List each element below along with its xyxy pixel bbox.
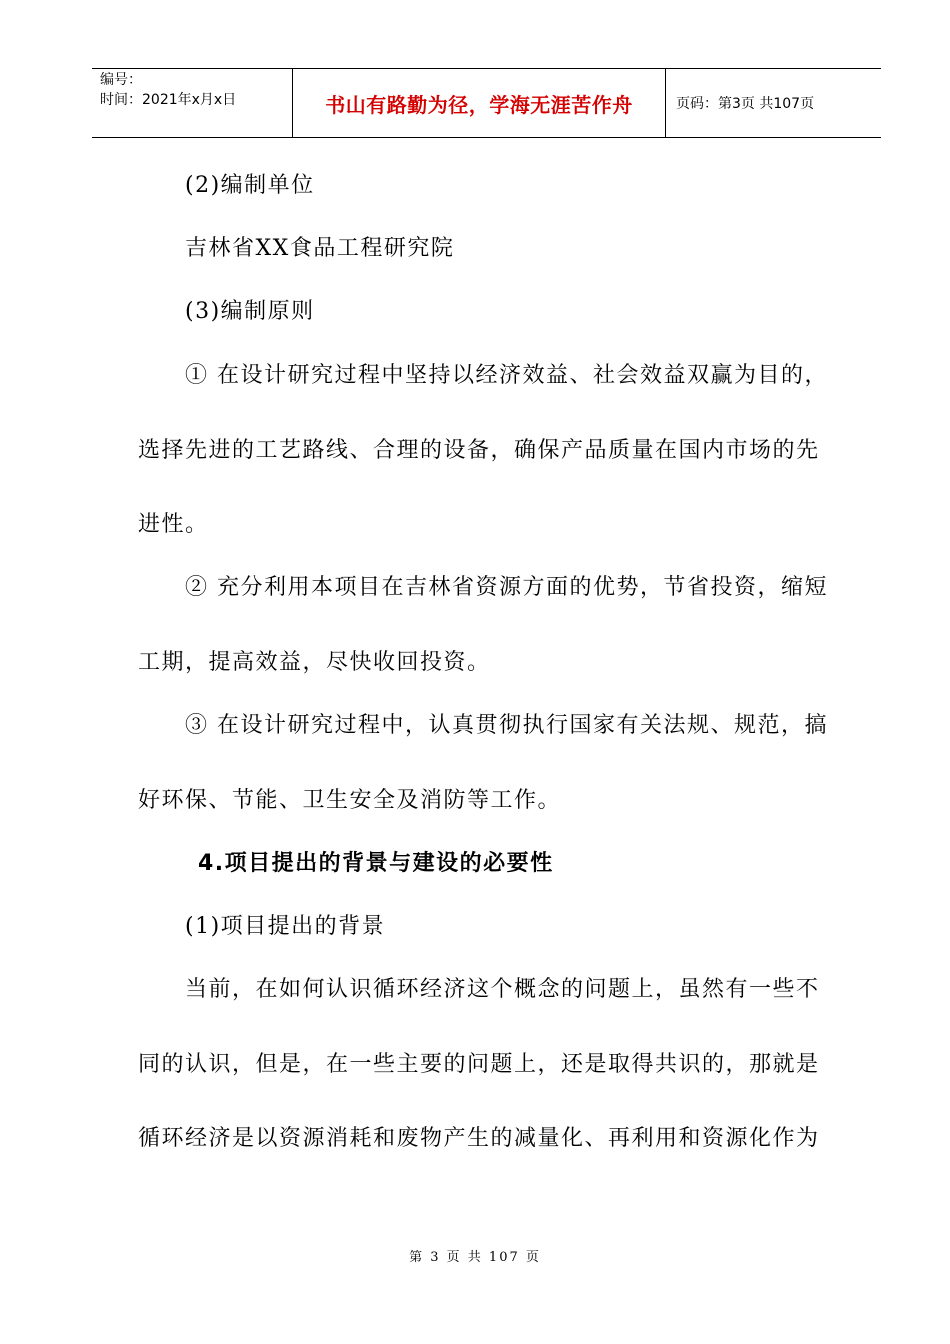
header-motto: 书山有路勤为径，学海无涯苦作舟	[325, 92, 633, 117]
header-motto-cell	[293, 69, 666, 137]
header-page-info: 页码：第3页 共107页	[676, 96, 815, 112]
paragraph-line: 同的认识，但是，在一些主要的问题上，还是取得共识的，那就是	[138, 1052, 820, 1077]
paragraph-line: ② 充分利用本项目在吉林省资源方面的优势，节省投资，缩短	[185, 575, 828, 600]
paragraph-line: 吉林省XX食品工程研究院	[185, 236, 455, 261]
subsection-compiling-principles: (3)编制原则	[185, 299, 315, 324]
header-page-cell	[666, 69, 881, 137]
subsection-background: (1)项目提出的背景	[185, 914, 386, 939]
section-heading: 4.项目提出的背景与建设的必要性	[198, 851, 554, 876]
document-number-label: 编号：	[100, 72, 142, 88]
paragraph-line: ① 在设计研究过程中坚持以经济效益、社会效益双赢为目的，	[185, 363, 828, 388]
header-meta-cell	[92, 69, 293, 137]
subsection-compiling-unit: (2)编制单位	[185, 173, 315, 198]
page-header	[92, 68, 881, 138]
paragraph-line: ③ 在设计研究过程中，认真贯彻执行国家有关法规、规范，搞	[185, 713, 828, 738]
paragraph-line: 当前，在如何认识循环经济这个概念的问题上，虽然有一些不	[185, 977, 820, 1002]
paragraph-line: 好环保、节能、卫生安全及消防等工作。	[138, 788, 562, 813]
document-time-label: 时间：2021年x月x日	[100, 92, 237, 108]
paragraph-line: 循环经济是以资源消耗和废物产生的减量化、再利用和资源化作为	[138, 1126, 820, 1151]
paragraph-line: 进性。	[138, 512, 209, 537]
paragraph-line: 工期，提高效益，尽快收回投资。	[138, 650, 491, 675]
paragraph-line: 选择先进的工艺路线、合理的设备，确保产品质量在国内市场的先	[138, 438, 820, 463]
page-footer: 第 3 页 共 107 页	[409, 1250, 541, 1265]
